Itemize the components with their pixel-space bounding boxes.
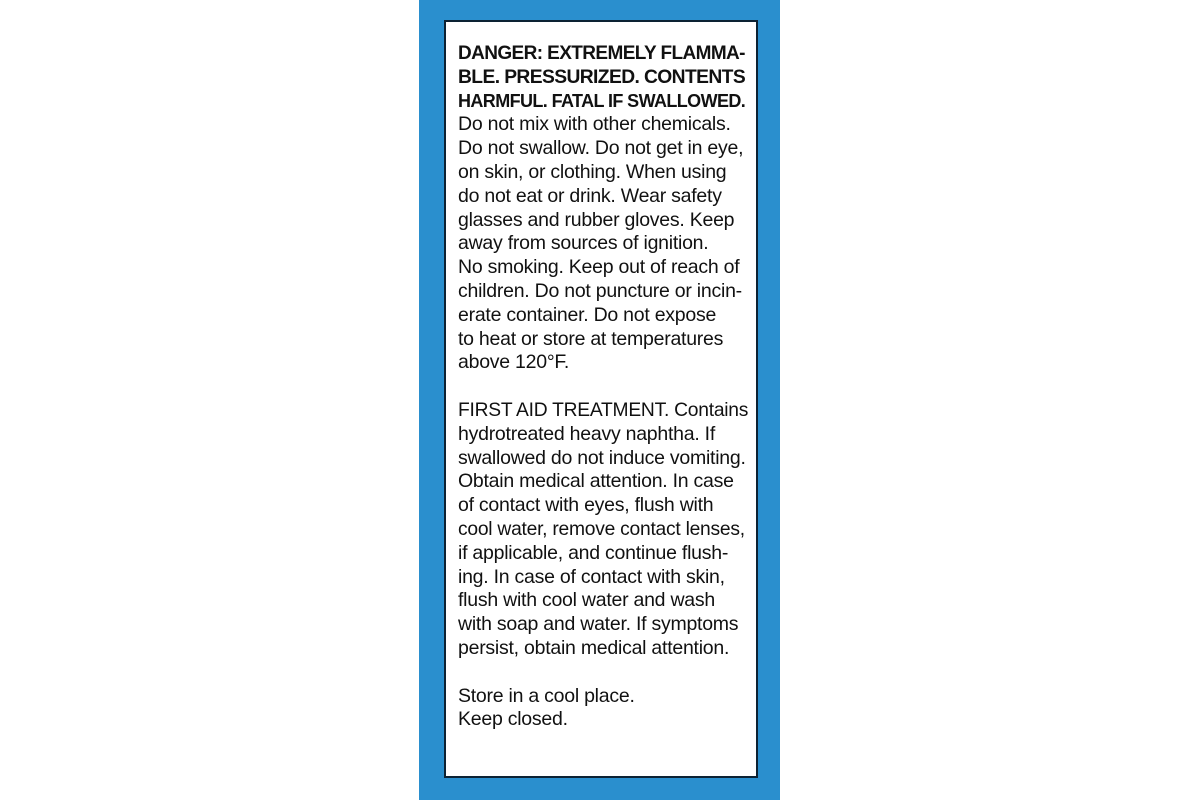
storage-line: Keep closed.	[458, 708, 568, 731]
first-aid-line: flush with cool water and wash	[458, 589, 715, 612]
first-aid-paragraph	[458, 399, 749, 661]
first-aid-line: persist, obtain medical attention.	[458, 636, 730, 659]
warning-line: on skin, or clothing. When using	[458, 160, 727, 183]
warning-line: Do not swallow. Do not get in eye,	[458, 137, 744, 160]
first-aid-line: hydrotreated heavy naphtha. If	[458, 422, 716, 445]
warning-line: Do not mix with other chemicals.	[458, 113, 731, 136]
first-aid-line: cool water, remove contact lenses,	[458, 518, 745, 540]
first-aid-line: swallowed do not induce vomiting.	[458, 446, 746, 469]
storage-line: Store in a cool place.	[458, 684, 635, 707]
warning-line: do not eat or drink. Wear safety	[458, 184, 722, 207]
first-aid-line: of contact with eyes, flush with	[458, 494, 714, 517]
manufacturer-side-text: BRAV USA Inc., 60 B Newark St., Haverhill, MA 01832, USA. Tel. +1-800-343-8335.	[847, 369, 859, 793]
warning-panel	[444, 20, 758, 778]
warning-line: away from sources of ignition.	[458, 232, 709, 255]
first-aid-line: with soap and water. If symptoms	[458, 613, 739, 636]
danger-heading-line: DANGER: EXTREMELY FLAMMA-	[458, 43, 745, 64]
danger-heading-line: BLE. PRESSURIZED. CONTENTS	[458, 66, 746, 88]
first-aid-line: FIRST AID TREATMENT. Contains	[458, 399, 749, 421]
danger-warning-paragraph	[458, 42, 746, 375]
danger-heading-line: HARMFUL. FATAL IF SWALLOWED.	[458, 90, 746, 111]
warning-line: erate container. Do not expose	[458, 303, 717, 326]
first-aid-line: Obtain medical attention. In case	[458, 470, 734, 493]
first-aid-line: ing. In case of contact with skin,	[458, 565, 725, 588]
storage-paragraph	[458, 685, 746, 733]
warning-line: to heat or store at temperatures	[458, 327, 724, 350]
warning-line: above 120°F.	[458, 351, 570, 374]
warning-line: glasses and rubber gloves. Keep	[458, 208, 735, 231]
first-aid-line: if applicable, and continue flush-	[458, 541, 729, 564]
warning-line: No smoking. Keep out of reach of	[458, 256, 740, 279]
warning-line: children. Do not puncture or incin-	[458, 279, 742, 302]
paragraph-spacer	[458, 375, 746, 399]
paragraph-spacer	[458, 661, 746, 685]
